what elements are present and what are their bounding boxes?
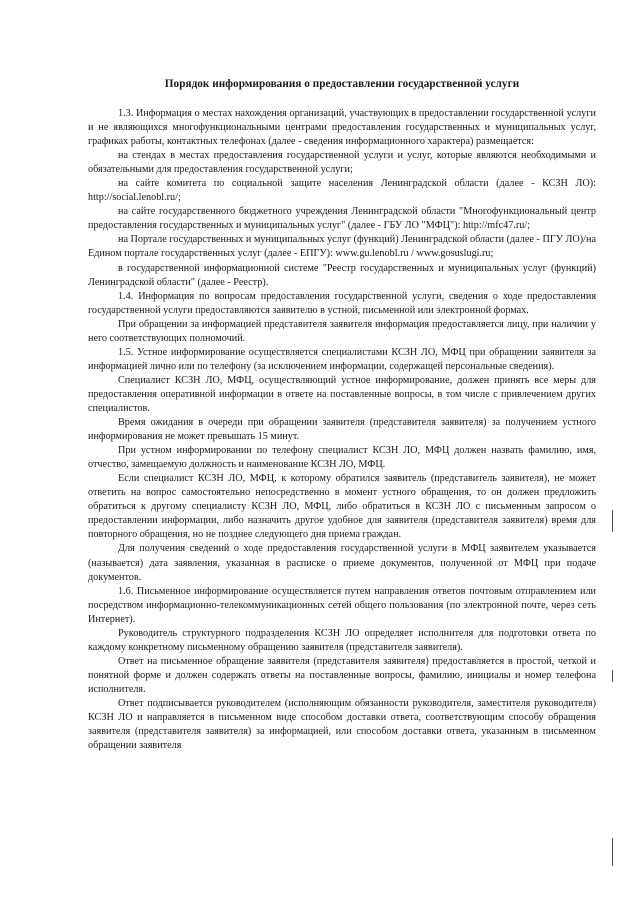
paragraph: на стендах в местах предоставления государственной услуги и услуг, которые являются необходимыми и обязательными для предоставления государственной услуги; bbox=[88, 150, 596, 176]
paragraph: Ответ подписывается руководителем (исполняющим обязанности руководителя, заместителя руководителя) КСЗН ЛО и направляется в письменном виде способом доставки ответа, соответствующим способу обращения заявителя (представителя заявителя) за информацией, или способом доставки ответа, указанным в письменном обращении заявителя bbox=[88, 697, 596, 752]
paragraph: При обращении за информацией представителя заявителя информация предоставляется лицу, при наличии у него соответствующих полномочий. bbox=[88, 318, 596, 344]
paragraph: на сайте государственного бюджетного учреждения Ленинградской области "Многофункциональный центр предоставления государственных и муниципальных услуг" (далее - ГБУ ЛО "МФЦ"): http://mfc47.ru/; bbox=[88, 206, 596, 232]
paragraph: на сайте комитета по социальной защите населения Ленинградской области (далее - КСЗН ЛО): http://social.lenobl.ru/; bbox=[88, 178, 596, 204]
document-page bbox=[88, 0, 596, 905]
paragraph: Специалист КСЗН ЛО, МФЦ, осуществляющий устное информирование, должен принять все меры для предоставления оперативной информации в ответе на поставленные вопросы, в том числе с привлечением других специалистов. bbox=[88, 374, 596, 414]
document-body bbox=[88, 107, 596, 753]
paragraph: 1.6. Письменное информирование осуществляется путем направления ответов почтовым отправлением или посредством информационно-телекоммуникационных сетей общего пользования (по электронной почте, через сеть Интернет). bbox=[88, 585, 596, 625]
paragraph: на Портале государственных и муниципальных услуг (функций) Ленинградской области (далее - ПГУ ЛО)/на Едином портале государственных услуг (далее - ЕПГУ): www.gu.lenobl.ru / www.gosuslugi.ru; bbox=[88, 234, 596, 260]
scan-edge-mark bbox=[612, 670, 613, 682]
paragraph: 1.3. Информация о местах нахождения организаций, участвующих в предоставлении государственной услуги и не являющихся многофункциональными центрами предоставления государственных и муниципальных услуг, графиках работы, контактных телефонах (далее - сведения информационного характера) размещается: bbox=[88, 108, 596, 148]
scan-edge-mark bbox=[612, 510, 613, 532]
paragraph: Если специалист КСЗН ЛО, МФЦ, к которому обратился заявитель (представитель заявителя), не может ответить на вопрос самостоятельно непосредственно в момент устного обращения, то он должен предложить обратиться к другому специалисту КСЗН ЛО, МФЦ, либо обратиться в КСЗН ЛО с письменным запросом о предоставлении информации, либо назначить другое удобное для заявителя (представителя заявителя) время для повторного обращения, но не позднее следующего дня приема граждан. bbox=[88, 473, 596, 541]
scan-edge-mark bbox=[612, 838, 613, 866]
paragraph: Время ожидания в очереди при обращении заявителя (представителя заявителя) за получением устного информирования не может превышать 15 минут. bbox=[88, 417, 596, 443]
paragraph: Ответ на письменное обращение заявителя (представителя заявителя) предоставляется в простой, четкой и понятной форме и должен содержать ответы на поставленные вопросы, фамилию, инициалы и номер телефона исполнителя. bbox=[88, 655, 596, 695]
document-title: Порядок информирования о предоставлении государственной услуги bbox=[164, 78, 520, 90]
paragraph: 1.4. Информация по вопросам предоставления государственной услуги, сведения о ходе предоставления государственной услуги предоставляются заявителю в устной, письменной или электронной формах. bbox=[88, 290, 596, 316]
paragraph: Для получения сведений о ходе предоставления государственной услуги в МФЦ заявителем указывается (называется) дата заявления, указанная в расписке о приеме документов, полученной от МФЦ при подаче документов. bbox=[88, 543, 596, 583]
paragraph: в государственной информационной системе "Реестр государственных и муниципальных услуг (функций) Ленинградской области" (далее - Реестр). bbox=[88, 262, 596, 288]
paragraph: Руководитель структурного подразделения КСЗН ЛО определяет исполнителя для подготовки ответа по каждому конкретному письменному обращению заявителя (представителя заявителя). bbox=[88, 627, 596, 653]
paragraph: 1.5. Устное информирование осуществляется специалистами КСЗН ЛО, МФЦ при обращении заявителя за информацией лично или по телефону (за исключением информации, содержащей персональные сведения). bbox=[88, 346, 596, 372]
paragraph: При устном информировании по телефону специалист КСЗН ЛО, МФЦ должен назвать фамилию, имя, отчество, замещаемую должность и наименование КСЗН ЛО, МФЦ. bbox=[88, 445, 596, 471]
